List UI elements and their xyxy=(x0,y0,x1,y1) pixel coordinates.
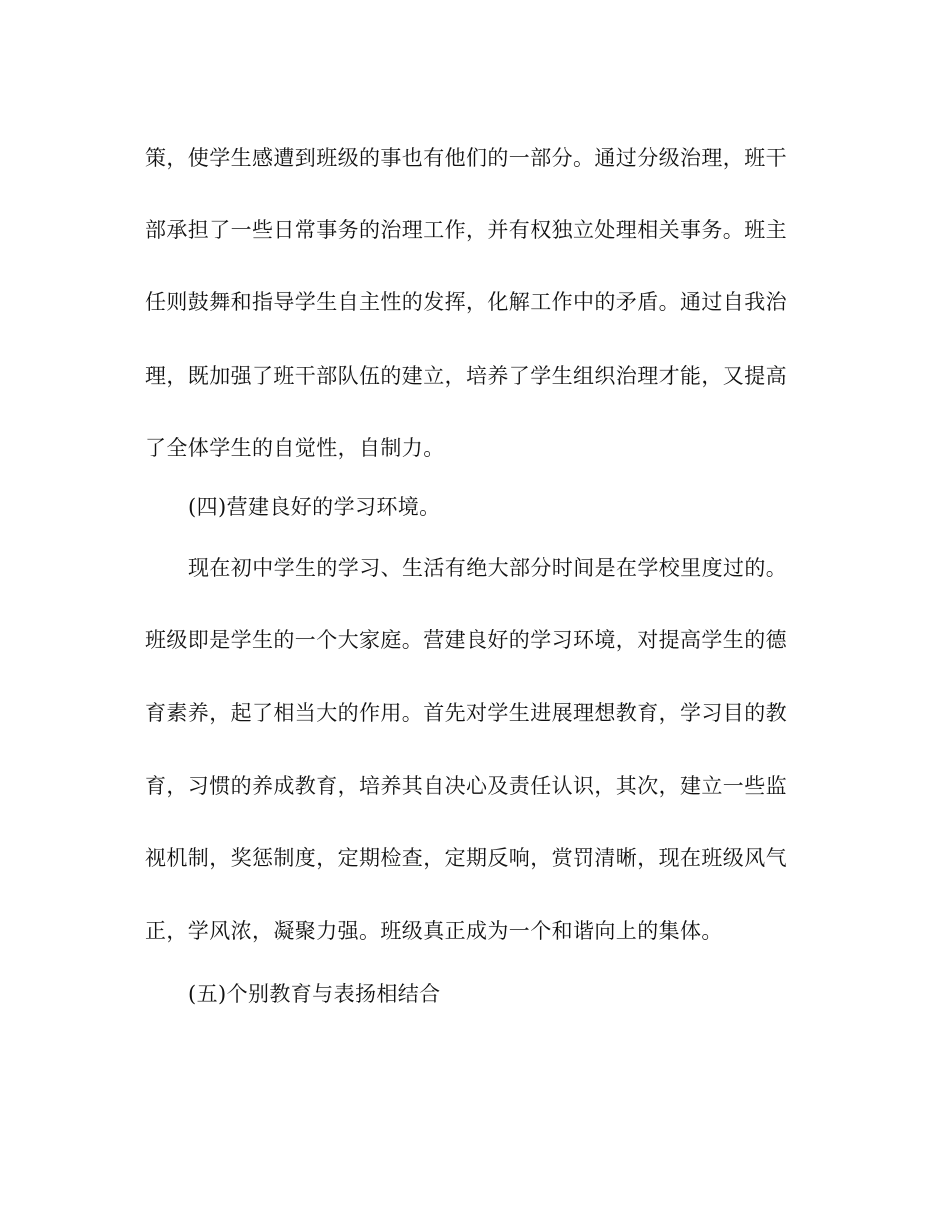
body-text-line: 了全体学生的自觉性，自制力。 xyxy=(145,436,445,460)
paragraph-first-line: 现在初中学生的学习、生活有绝大部分时间是在学校里度过的。 xyxy=(188,556,788,580)
body-text-line: 策，使学生感遭到班级的事也有他们的一部分。通过分级治理，班干 xyxy=(145,146,787,170)
body-text-line: 班级即是学生的一个大家庭。营建良好的学习环境，对提高学生的德 xyxy=(145,628,787,652)
body-text-line: 育，习惯的养成教育，培养其自决心及责任认识，其次，建立一些监 xyxy=(145,774,787,798)
section-heading: (四)营建良好的学习环境。 xyxy=(188,495,441,519)
body-text-line: 正，学风浓，凝聚力强。班级真正成为一个和谐向上的集体。 xyxy=(145,919,723,943)
body-text-line: 理，既加强了班干部队伍的建立，培养了学生组织治理才能，又提高 xyxy=(145,364,787,388)
body-text-line: 任则鼓舞和指导学生自主性的发挥，化解工作中的矛盾。通过自我治 xyxy=(145,290,787,314)
body-text-line: 视机制，奖惩制度，定期检查，定期反响，赏罚清晰，现在班级风气 xyxy=(145,846,787,870)
body-text-line: 育素养，起了相当大的作用。首先对学生进展理想教育，学习目的教 xyxy=(145,701,787,725)
body-text-line: 部承担了一些日常事务的治理工作，并有权独立处理相关事务。班主 xyxy=(145,218,787,242)
section-heading: (五)个别教育与表扬相结合 xyxy=(188,982,441,1006)
